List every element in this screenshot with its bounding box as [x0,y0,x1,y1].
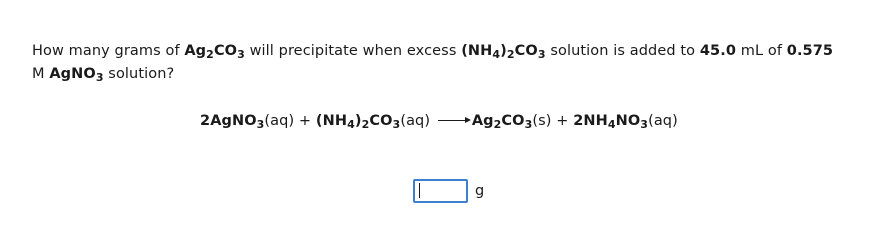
formula-part: (NH [461,43,493,59]
question-text [32,40,872,86]
volume-value: 45.0 [699,43,737,59]
subscript: 3 [524,118,533,131]
reaction-arrow-icon [438,114,471,128]
formula-part: CO [501,113,525,129]
text-cursor [419,183,420,198]
formula-part: CO [213,43,238,59]
formula-part: (NH [315,113,348,129]
formula-part: ) [354,113,362,129]
subscript: 3 [95,71,104,84]
formula-nh4-2-co3 [461,43,545,59]
formula-part: NO [615,113,641,129]
formula-part: Ag [184,43,207,59]
question-text-part: mL of [736,43,787,59]
subscript: 4 [347,118,355,131]
reactant-nh4-2-co3 [316,113,400,129]
state-label: (s) + [532,113,574,129]
formula-part: CO [369,113,393,129]
subscript: 4 [607,118,616,131]
subscript: 3 [237,48,245,61]
unit-label: g [475,183,485,199]
formula-part: CO [514,43,538,59]
product-ag2co3 [472,113,533,129]
subscript: 3 [256,118,265,131]
subscript: 3 [392,118,401,131]
subscript: 2 [506,48,515,61]
formula-ag2co3 [184,43,245,59]
state-label: (aq) + [264,113,316,129]
subscript: 4 [492,48,501,61]
answer-input[interactable] [413,179,468,203]
state-label: (aq) [648,113,678,129]
reactant-agno3 [200,113,264,129]
formula-part: 2NH [573,113,608,129]
molarity-unit: M [32,66,45,82]
formula-part: ) [500,43,507,59]
question-text-part: solution? [103,66,175,82]
subscript: 3 [537,48,546,61]
answer-row [413,179,484,203]
formula-part: Ag [471,113,494,129]
state-label: (aq) [400,113,435,129]
answer-input-wrapper [413,179,468,203]
formula-agno3 [49,66,103,82]
subscript: 3 [640,118,649,131]
chemical-equation [200,113,678,129]
product-nh4no3 [573,113,648,129]
formula-part: 2AgNO [200,113,257,129]
subscript: 2 [361,118,370,131]
question-text-part: will precipitate when excess [244,43,462,59]
formula-part: AgNO [49,66,96,82]
question-text-part: How many grams of [32,43,185,59]
question-text-part: solution is added to [545,43,700,59]
subscript: 2 [493,118,502,131]
subscript: 2 [206,48,214,61]
concentration-value: 0.575 [786,43,834,59]
